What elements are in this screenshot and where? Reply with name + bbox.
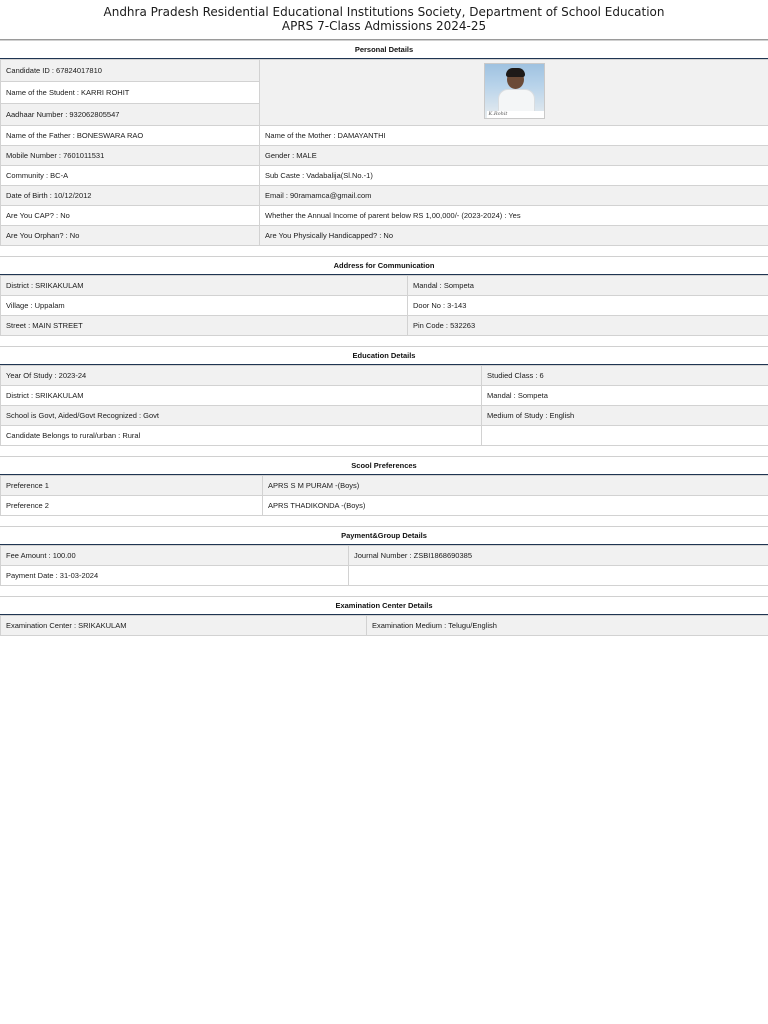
payment-table bbox=[0, 545, 768, 586]
father-name: Name of the Father : BONESWARA RAO bbox=[1, 126, 260, 146]
email: Email : 90ramamca@gmail.com bbox=[260, 186, 768, 206]
preference-2-label: Preference 2 bbox=[1, 496, 263, 516]
medium-of-study: Medium of Study : English bbox=[482, 406, 768, 426]
address-mandal: Mandal : Sompeta bbox=[408, 276, 768, 296]
header-title: Andhra Pradesh Residential Educational Institutions Society, Department of School Education bbox=[103, 5, 665, 19]
fee-amount: Fee Amount : 100.00 bbox=[1, 546, 349, 566]
address-title: Address for Communication bbox=[0, 256, 768, 275]
payment-title: Payment&Group Details bbox=[0, 526, 768, 545]
address-street: Street : MAIN STREET bbox=[1, 316, 408, 336]
candidate-id: Candidate ID : 67824017810 bbox=[1, 60, 260, 82]
address-village: Village : Uppalam bbox=[1, 296, 408, 316]
payment-date: Payment Date : 31-03-2024 bbox=[1, 566, 349, 586]
preferences-title: Scool Preferences bbox=[0, 456, 768, 475]
address-door-no: Door No : 3-143 bbox=[408, 296, 768, 316]
rural-urban: Candidate Belongs to rural/urban : Rural bbox=[1, 426, 482, 446]
photo-cell bbox=[260, 60, 768, 126]
empty-cell bbox=[349, 566, 768, 586]
photo-signature: K.Rohit bbox=[487, 111, 544, 118]
address-district: District : SRIKAKULAM bbox=[1, 276, 408, 296]
community: Community : BC-A bbox=[1, 166, 260, 186]
gender: Gender : MALE bbox=[260, 146, 768, 166]
student-photo bbox=[484, 63, 545, 119]
exam-title: Examination Center Details bbox=[0, 596, 768, 615]
preference-2-value: APRS THADIKONDA -(Boys) bbox=[263, 496, 768, 516]
journal-number: Journal Number : ZSBI1868690385 bbox=[349, 546, 768, 566]
preference-1-label: Preference 1 bbox=[1, 476, 263, 496]
personal-details-title: Personal Details bbox=[0, 40, 768, 59]
preferences-table bbox=[0, 475, 768, 516]
education-district: District : SRIKAKULAM bbox=[1, 386, 482, 406]
school-type: School is Govt, Aided/Govt Recognized : Govt bbox=[1, 406, 482, 426]
studied-class: Studied Class : 6 bbox=[482, 366, 768, 386]
handicapped-status: Are You Physically Handicapped? : No bbox=[260, 226, 768, 246]
address-table bbox=[0, 275, 768, 336]
exam-table bbox=[0, 615, 768, 636]
income-status: Whether the Annual Income of parent below RS 1,00,000/- (2023-2024) : Yes bbox=[260, 206, 768, 226]
page-header bbox=[0, 0, 768, 40]
exam-center: Examination Center : SRIKAKULAM bbox=[1, 616, 367, 636]
education-table bbox=[0, 365, 768, 446]
preference-1-value: APRS S M PURAM -(Boys) bbox=[263, 476, 768, 496]
aadhaar-number: Aadhaar Number : 932062805547 bbox=[1, 104, 260, 126]
mobile-number: Mobile Number : 7601011531 bbox=[1, 146, 260, 166]
address-pin-code: Pin Code : 532263 bbox=[408, 316, 768, 336]
orphan-status: Are You Orphan? : No bbox=[1, 226, 260, 246]
personal-details-table bbox=[0, 59, 768, 246]
student-name: Name of the Student : KARRI ROHIT bbox=[1, 82, 260, 104]
empty-cell bbox=[482, 426, 768, 446]
year-of-study: Year Of Study : 2023-24 bbox=[1, 366, 482, 386]
mother-name: Name of the Mother : DAMAYANTHI bbox=[260, 126, 768, 146]
education-mandal: Mandal : Sompeta bbox=[482, 386, 768, 406]
cap-status: Are You CAP? : No bbox=[1, 206, 260, 226]
date-of-birth: Date of Birth : 10/12/2012 bbox=[1, 186, 260, 206]
header-subtitle: APRS 7-Class Admissions 2024-25 bbox=[281, 18, 487, 33]
education-title: Education Details bbox=[0, 346, 768, 365]
exam-medium: Examination Medium : Telugu/English bbox=[367, 616, 768, 636]
sub-caste: Sub Caste : Vadabalija(Sl.No.-1) bbox=[260, 166, 768, 186]
